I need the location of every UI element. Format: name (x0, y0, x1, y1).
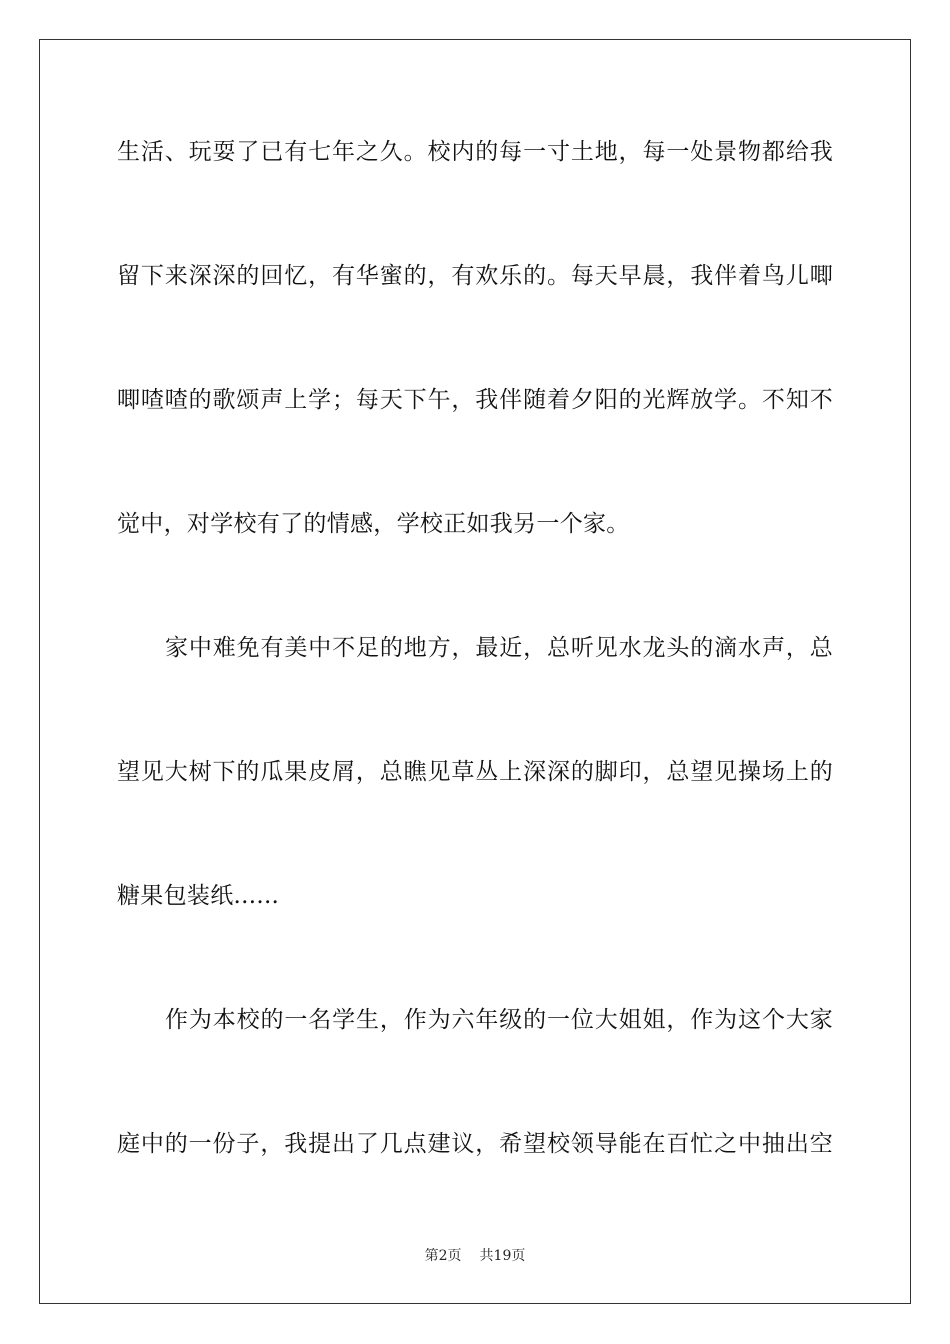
page-footer (0, 1247, 950, 1265)
text-line-6: 望见大树下的瓜果皮屑，总瞧见草丛上深深的脚印，总望见操场上的 (117, 759, 833, 785)
text-line-9: 庭中的一份子，我提出了几点建议，希望校领导能在百忙之中抽出空 (117, 1131, 833, 1157)
text-line-3: 唧喳喳的歌颂声上学；每天下午，我伴随着夕阳的光辉放学。不知不 (117, 387, 833, 413)
text-line-8: 作为本校的一名学生，作为六年级的一位大姐姐，作为这个大家 (165, 1007, 833, 1033)
text-line-5: 家中难免有美中不足的地方，最近，总听见水龙头的滴水声，总 (165, 635, 833, 661)
text-line-2: 留下来深深的回忆，有华蜜的，有欢乐的。每天早晨，我伴着鸟儿唧 (117, 263, 833, 289)
text-line-7: 糖果包装纸...... (117, 883, 280, 909)
text-line-4: 觉中，对学校有了的情感，学校正如我另一个家。 (117, 511, 630, 537)
text-line-1: 生活、玩耍了已有七年之久。校内的每一寸土地，每一处景物都给我 (117, 139, 833, 165)
page-border (39, 39, 911, 1304)
page-number: 第2页 (424, 1248, 462, 1264)
page-total: 共19页 (479, 1248, 526, 1264)
